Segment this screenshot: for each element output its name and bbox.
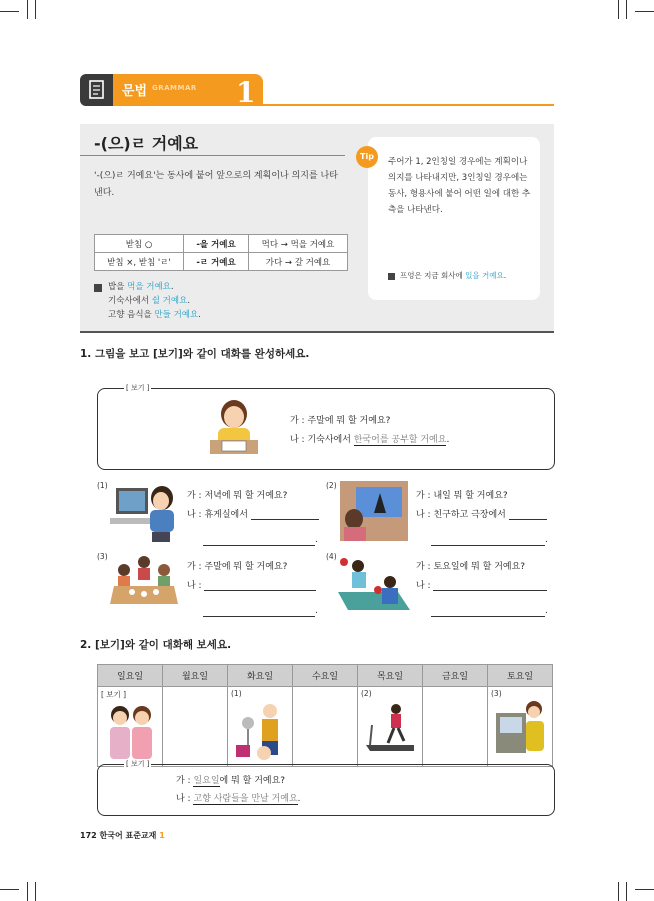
example-label: [ 보기 ]: [126, 760, 150, 768]
table-header-row: [98, 665, 553, 687]
crop-mark: [635, 11, 654, 12]
day-header: 월요일: [163, 665, 228, 687]
example-line-na: 나 : 고향 사람들을 만날 거예요.: [176, 791, 301, 805]
day-header: 토요일: [488, 665, 553, 687]
table-row: [95, 253, 348, 271]
day-header: 목요일: [358, 665, 423, 687]
grammar-examples: [108, 280, 201, 322]
example-marker-icon: [94, 284, 102, 292]
answer-blank-line[interactable]: .: [203, 527, 318, 546]
example-line: 고향 음식을 만들 거예요.: [108, 310, 201, 320]
treadmill-illustration: [364, 699, 418, 763]
day-cell: [488, 687, 553, 767]
item-line-ga: 가 : 토요일에 뭐 할 거예요?: [416, 562, 526, 572]
table-cell: 받침 ×, 받침 'ㄹ': [95, 253, 184, 271]
answer-blank[interactable]: [509, 509, 547, 520]
crop-mark: [635, 889, 654, 890]
item-line-ga: 가 : 주말에 뭐 할 거예요?: [187, 562, 288, 572]
crop-mark: [27, 882, 28, 901]
example-box: [97, 388, 555, 470]
answer-blank-line[interactable]: .: [431, 598, 548, 617]
section-number: 1: [236, 76, 256, 109]
answer-blank[interactable]: [251, 509, 319, 520]
crop-mark: [618, 0, 619, 19]
cell-label: (2): [361, 689, 372, 698]
section-label: 문법: [122, 84, 148, 99]
item-number: (1): [97, 481, 108, 490]
answer-blank-line[interactable]: .: [203, 598, 318, 617]
crop-mark: [0, 889, 19, 890]
answer-blank-line[interactable]: .: [431, 527, 548, 546]
answer-blank[interactable]: [433, 580, 547, 591]
karaoke-illustration: [494, 699, 548, 763]
tip-text: 주어가 1, 2인칭일 경우에는 계획이나 의지를 나타내지만, 3인칭일 경우에는 동사, 형용사에 붙어 어떤 일에 대한 추측을 나타낸다.: [388, 157, 531, 215]
item-number: (2): [326, 481, 337, 490]
crop-mark: [35, 882, 36, 901]
answer-blank[interactable]: [204, 580, 316, 591]
day-header: 일요일: [98, 665, 163, 687]
example-line: 기숙사에서 쉴 거예요.: [108, 296, 191, 306]
example-line: 밥을 먹을 거예요.: [108, 282, 174, 292]
day-header: 화요일: [228, 665, 293, 687]
crop-mark: [626, 0, 627, 19]
book-title: 한국어 표준교재: [99, 831, 157, 840]
movie-theater-illustration: [340, 481, 408, 545]
table-cell: 먹다 → 먹을 거예요: [249, 235, 348, 253]
tip-example: 프엉은 지금 회사에 있을 거예요.: [400, 271, 507, 280]
student-writing-illustration: [204, 396, 264, 462]
table-row: [95, 235, 348, 253]
item-line-na: 나 : 친구하고 극장에서: [416, 507, 547, 520]
example-line-na: 나 : 기숙사에서 한국어를 공부할 거예요.: [290, 432, 449, 446]
cell-label: (3): [491, 689, 502, 698]
title-underline: [80, 155, 345, 156]
header-divider: [263, 104, 554, 106]
crop-mark: [27, 0, 28, 19]
table-cell: 받침 ○: [95, 235, 184, 253]
table-tennis-illustration: [338, 552, 410, 618]
day-cell: [98, 687, 163, 767]
item-number: (3): [97, 552, 108, 561]
item-line-na: 나 :: [416, 578, 547, 591]
family-dinner-illustration: [108, 552, 180, 616]
computer-game-illustration: [110, 482, 180, 548]
lightbulb-icon: Tip: [356, 146, 378, 168]
grammar-description: '-(으)ㄹ 거예요'는 동사에 붙어 앞으로의 계획이나 의지를 나타낸다.: [94, 171, 338, 198]
crop-mark: [618, 882, 619, 901]
conjugation-table: [94, 234, 348, 271]
example-box: [97, 764, 555, 816]
crop-mark: [0, 11, 19, 12]
item-number: (4): [326, 552, 337, 561]
item-line-na: 나 : 휴게실에서: [187, 507, 319, 520]
example-line-ga: 가 : 일요일에 뭐 할 거예요?: [176, 773, 285, 787]
weekday-table: [97, 664, 553, 767]
table-cell: -ㄹ 거예요: [184, 253, 249, 271]
grammar-title: -(으)ㄹ 거예요: [94, 134, 199, 153]
day-header: 수요일: [293, 665, 358, 687]
item-line-ga: 가 : 내일 뭐 할 거예요?: [416, 491, 508, 501]
question-2: 2. [보기]와 같이 대화해 보세요.: [80, 639, 232, 651]
cell-label: [ 보기 ]: [101, 690, 127, 699]
friends-illustration: [104, 699, 158, 763]
book-volume: 1: [159, 831, 165, 840]
section-label-en: GRAMMAR: [152, 84, 197, 92]
question-1: 1. 그림을 보고 [보기]와 같이 대화를 완성하세요.: [80, 348, 310, 360]
day-header: 금요일: [423, 665, 488, 687]
crop-mark: [626, 882, 627, 901]
example-marker-icon: [388, 273, 395, 280]
day-cell: [228, 687, 293, 767]
day-cell: [423, 687, 488, 767]
cleaning-illustration: [234, 699, 288, 763]
cell-label: (1): [231, 689, 242, 698]
item-line-na: 나 :: [187, 578, 316, 591]
example-answer: 한국어를 공부할 거예요: [354, 432, 447, 446]
page-number: 172: [80, 831, 97, 840]
day-cell: [358, 687, 423, 767]
day-cell: [163, 687, 228, 767]
crop-mark: [35, 0, 36, 19]
example-answer: 고향 사람들을 만날 거예요: [193, 791, 297, 805]
page-footer: [80, 830, 165, 841]
table-row: [98, 687, 553, 767]
example-line-ga: 가 : 주말에 뭐 할 거예요?: [290, 416, 391, 426]
item-line-ga: 가 : 저녁에 뭐 할 거예요?: [187, 491, 288, 501]
document-icon: [80, 74, 113, 106]
example-label: [ 보기 ]: [126, 384, 150, 392]
day-cell: [293, 687, 358, 767]
example-day: 일요일: [193, 773, 219, 787]
table-cell: 가다 → 갈 거예요: [249, 253, 348, 271]
table-cell: -을 거예요: [184, 235, 249, 253]
